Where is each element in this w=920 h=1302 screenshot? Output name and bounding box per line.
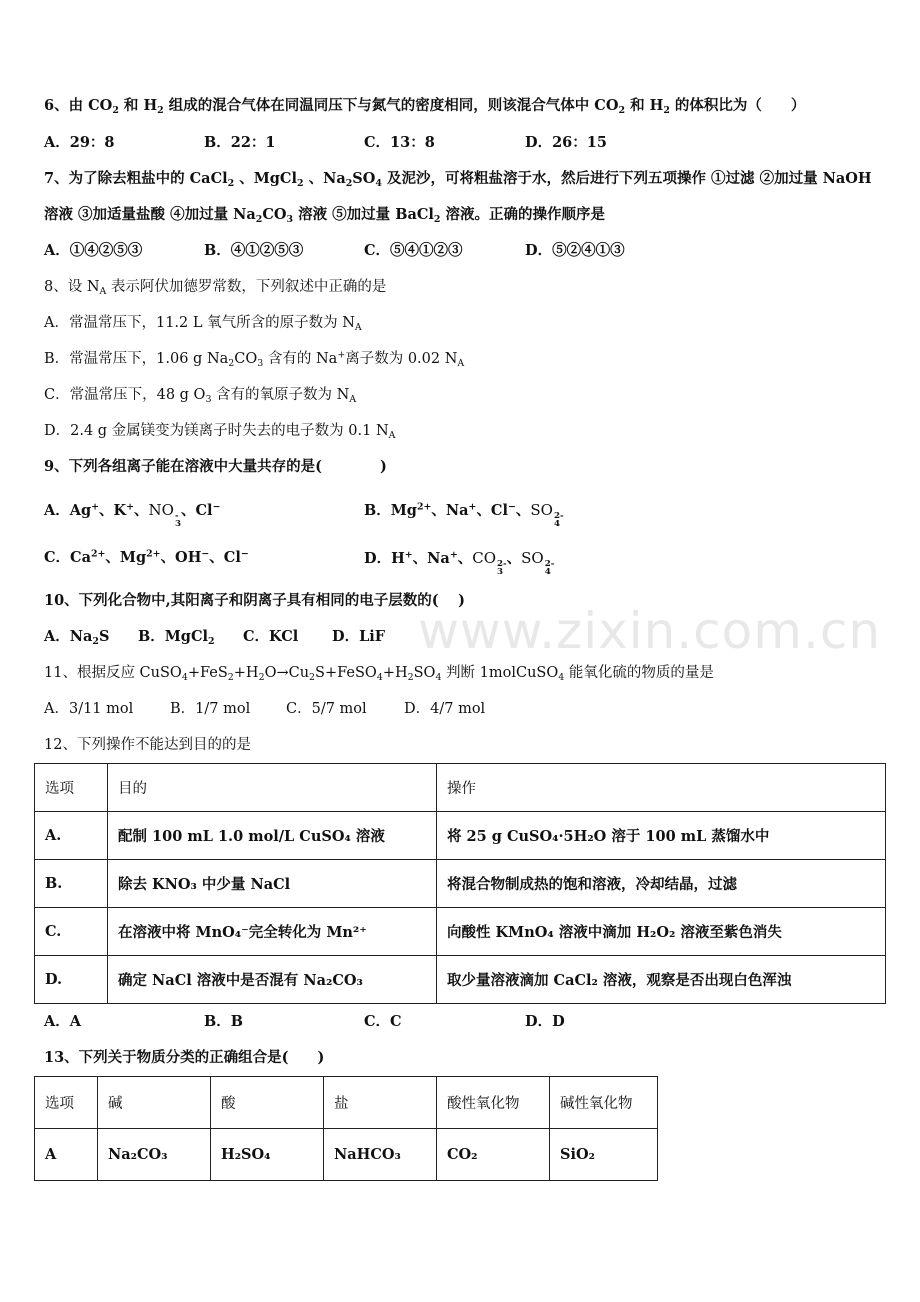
table-cell: 取少量溶液滴加 CaCl₂ 溶液，观察是否出现白色浑浊 bbox=[437, 956, 886, 1004]
table-cell: 在溶液中将 MnO₄⁻完全转化为 Mn²⁺ bbox=[108, 908, 437, 956]
q10-option-b[interactable]: B．MgCl$_2$ bbox=[138, 628, 215, 647]
table-cell: 将混合物制成热的饱和溶液，冷却结晶，过滤 bbox=[437, 860, 886, 908]
table-header-cell: 碱 bbox=[98, 1077, 211, 1129]
table-header-cell: 目的 bbox=[108, 764, 437, 812]
watermark: www.zixin.com.cn bbox=[418, 602, 882, 660]
q11-option-b[interactable]: B．1/7 mol bbox=[170, 701, 251, 717]
q10-option-d[interactable]: D．LiF bbox=[332, 628, 386, 645]
question-6-stem: 6、由 $CO_2$ 和 $H_2$ 组成的混合气体在同温同压下与氮气的密度相同，则该混合气体中 $CO_2$ 和 $H_2$ 的体积比为（ ） bbox=[44, 97, 806, 116]
q8-option-b[interactable]: B．常温常压下，1.06 g $Na_2CO_3$ 含有的 Na+离子数为 0.02 $N_A$ bbox=[44, 349, 465, 369]
q7-option-d[interactable]: D．⑤②④①③ bbox=[525, 242, 625, 259]
table-cell: 配制 100 mL 1.0 mol/L CuSO₄ 溶液 bbox=[108, 812, 437, 860]
q11-option-c[interactable]: C．5/7 mol bbox=[286, 701, 367, 717]
table-cell: B. bbox=[35, 860, 108, 908]
question-12-stem: 12、下列操作不能达到目的的是 bbox=[44, 737, 251, 753]
table-header-cell: 选项 bbox=[35, 1077, 98, 1129]
table-cell: A. bbox=[35, 812, 108, 860]
table-cell: 向酸性 KMnO₄ 溶液中滴加 H₂O₂ 溶液至紫色消失 bbox=[437, 908, 886, 956]
table-cell: CO₂ bbox=[437, 1129, 550, 1181]
table-cell: H₂SO₄ bbox=[211, 1129, 324, 1181]
table-header-row bbox=[35, 1077, 658, 1129]
q13-table bbox=[34, 1076, 658, 1181]
q12-option-d[interactable]: D．D bbox=[525, 1013, 565, 1030]
q9-option-d[interactable]: D．H+、Na+、CO 2- 3 、SO 2- 4 bbox=[364, 549, 555, 578]
q12-option-b[interactable]: B．B bbox=[204, 1013, 244, 1030]
q9-option-a[interactable]: A．Ag+、K+、NO - 3 、Cl− bbox=[44, 501, 221, 530]
table-cell: 确定 NaCl 溶液中是否混有 Na₂CO₃ bbox=[108, 956, 437, 1004]
question-11-stem: 11、根据反应 $CuSO_4+FeS_2+H_2O\to Cu_2S+FeSO_4+H_2SO_4$ 判断 1molCuSO$_4$ 能氧化硫的物质的量是 bbox=[44, 665, 714, 683]
q12-table bbox=[34, 763, 886, 1004]
table-cell: Na₂CO₃ bbox=[98, 1129, 211, 1181]
question-13-stem: 13、下列关于物质分类的正确组合是( ) bbox=[44, 1049, 325, 1066]
q10-option-a[interactable]: A．$Na_2S$ bbox=[44, 628, 110, 647]
q11-option-d[interactable]: D．4/7 mol bbox=[404, 701, 486, 717]
q12-option-c[interactable]: C．C bbox=[364, 1013, 402, 1030]
q10-option-c[interactable]: C．KCl bbox=[243, 628, 299, 645]
table-header-cell: 操作 bbox=[437, 764, 886, 812]
table-cell: NaHCO₃ bbox=[324, 1129, 437, 1181]
table-header-cell: 盐 bbox=[324, 1077, 437, 1129]
table-cell: D. bbox=[35, 956, 108, 1004]
question-8-stem: 8、设 $N_A$ 表示阿伏加德罗常数，下列叙述中正确的是 bbox=[44, 279, 387, 297]
question-7-stem-line2: 溶液 ③加适量盐酸 ④加过量 $Na_2CO_3$ 溶液 ⑤加过量 BaCl$_2$ 溶液。正确的操作顺序是 bbox=[44, 206, 606, 225]
q11-option-a[interactable]: A．3/11 mol bbox=[44, 701, 134, 717]
table-row bbox=[35, 908, 886, 956]
table-row bbox=[35, 812, 886, 860]
table-cell: A bbox=[35, 1129, 98, 1181]
q12-option-a[interactable]: A．A bbox=[44, 1013, 82, 1030]
table-row bbox=[35, 956, 886, 1004]
table-row bbox=[35, 1129, 658, 1181]
q6-option-d[interactable]: D．26：15 bbox=[525, 134, 607, 151]
q9-option-b[interactable]: B．$Mg^{2+}$、Na+、Cl−、SO 2- 4 bbox=[364, 501, 564, 530]
table-cell: SiO₂ bbox=[550, 1129, 658, 1181]
q8-option-c[interactable]: C．常温常压下，48 g $O_3$ 含有的氧原子数为 $N_A$ bbox=[44, 387, 357, 405]
table-header-cell: 酸 bbox=[211, 1077, 324, 1129]
question-7-stem-line1: 7、为了除去粗盐中的 CaCl$_2$ 、MgCl$_2$ 、$Na_2SO_4$ 及泥沙，可将粗盐溶于水，然后进行下列五项操作 ①过滤 ②加过量 NaOH bbox=[44, 170, 872, 189]
table-header-cell: 碱性氧化物 bbox=[550, 1077, 658, 1129]
q6-option-c[interactable]: C．13：8 bbox=[364, 134, 435, 151]
q9-option-c[interactable]: C．$Ca^{2+}$、$Mg^{2+}$、OH−、Cl− bbox=[44, 548, 249, 566]
table-header-row bbox=[35, 764, 886, 812]
table-cell: 除去 KNO₃ 中少量 NaCl bbox=[108, 860, 437, 908]
q7-option-a[interactable]: A．①④②⑤③ bbox=[44, 242, 143, 259]
question-10-stem: 10、下列化合物中,其阳离子和阴离子具有相同的电子层数的( ) bbox=[44, 592, 465, 609]
table-cell: 将 25 g CuSO₄·5H₂O 溶于 100 mL 蒸馏水中 bbox=[437, 812, 886, 860]
table-row bbox=[35, 860, 886, 908]
q6-option-b[interactable]: B．22：1 bbox=[204, 134, 276, 151]
q7-option-c[interactable]: C．⑤④①②③ bbox=[364, 242, 463, 259]
table-cell: C. bbox=[35, 908, 108, 956]
q8-option-d[interactable]: D．2.4 g 金属镁变为镁离子时失去的电子数为 0.1 $N_A$ bbox=[44, 423, 396, 441]
q8-option-a[interactable]: A．常温常压下，11.2 L 氧气所含的原子数为 $N_A$ bbox=[44, 315, 362, 333]
table-header-cell: 选项 bbox=[35, 764, 108, 812]
table-header-cell: 酸性氧化物 bbox=[437, 1077, 550, 1129]
q6-option-a[interactable]: A．29：8 bbox=[44, 134, 115, 151]
q7-option-b[interactable]: B．④①②⑤③ bbox=[204, 242, 304, 259]
question-9-stem: 9、下列各组离子能在溶液中大量共存的是( ) bbox=[44, 458, 387, 475]
